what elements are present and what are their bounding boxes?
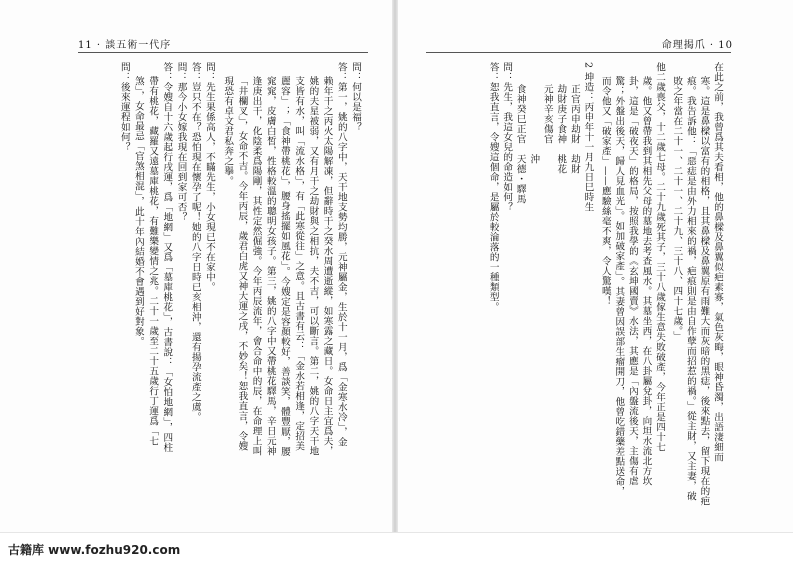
text-column: 在此之前，我曾爲其夫看相，他的鼻樑及鼻翼似疤素寡，氣色灰晦，眼神昏濁，出語淒細而 [712,62,723,462]
horoscope-pillar: 元神辛亥傷官 [541,84,553,144]
text-column: 支皆有水，叫「流水格」，有「此寒從往」之意。且古書有云：「金水若相逢，定招美 [293,76,305,452]
left-page-header: 11 · 談五術一代序 [78,40,172,51]
text-column: 問：先生果係高人，不瞞先生，小女現已不在家中。 [203,62,215,292]
text-column: 痕。我告訴他：「惡痣是由外力相來的禍，疤痕則是由自作孽而招惹的禍。」從主財，又主妻，破 [684,76,696,502]
horoscope-title: 2 坤造：丙申年十一月九日巳時生 [582,62,594,212]
text-column: 麗容」；「食神帶桃花」，腰身搖擺如風花」。今嫂定是容顏較好，善談笑，體豐厭，腰 [278,76,290,457]
text-column: 驚；外盤出後天，歸人見血光」。如加破家產」。其妻曾因誤部生瘤開刀，他曾吃錯藥差點送命， [613,76,625,497]
text-column: 問：何以是福？ [350,62,361,132]
right-text-columns [486,62,724,522]
watermark-bar [0,532,793,561]
text-column: 他二歲喪父，十二歲七母。二十九歲死其子，三十八歲傢生意失敗破產，今年正是四十七 [654,62,665,452]
horoscope-pillar: 食神癸巳正官 天德・驛馬 [514,84,526,204]
text-column: 帶有桃花，藏羅又遠墓庫桃花，有難樂變情之兆。二十一歲至二十五歲行丁運爲「七 [147,76,159,446]
text-column: 答：第一，姚的八字中，天干地支勢均勝，元神屬金，生於十一月，爲「金寒水冷」，金 [335,62,347,448]
text-column: 赖年干之丙火太陽解凍，但辭時干之癸水周遭逝縱，如寒露之藏日。女命日主宜爲夫， [321,76,333,456]
left-text-columns [92,62,362,522]
right-header-rule [426,52,731,53]
text-column: 姚的夫星被弱，又有月干之劫財與之相抗，夫不吉，可以斷言。第二，姚的八字天干地 [307,76,319,456]
text-column: 寒。這是鼻樑以富有的相格，且其鼻樑及鼻翼原有雨難大而灰暗的黑痣，後來點去，留下現在的疤 [698,76,710,506]
text-column: 現恐有卓文君私奔之擧。 [222,76,234,186]
text-column: 而令他又「破家產」——應驗絲毫不爽，令人驚嘆！ [599,76,611,306]
text-column: 窕窕，皮膚白皙，性格較溫的聰明女孩子。第三，姚的八字中又帶桃花驛馬，辛日元神 [264,76,276,456]
site-watermark[interactable]: 古籍库 www.fozhu920.com [8,543,181,557]
left-page [0,0,392,532]
text-column: 問：後來運程如何？ [118,62,130,152]
text-column: 敗之年當在二十一、二十一、二十九、三十八、四十七歲。」 [671,76,683,342]
text-column: 逢庚出干，化陰柔爲陽剛，其性定然倔強。今年丙辰流年，會合命中的辰，在命理上叫 [250,76,262,456]
text-column: 歲。他又曾帶我到其相先父母的墓地去考查風水。其墓坐西，在八卦屬兌卦，向坦水流北方坎 [640,76,652,486]
text-column: 煞」，女命最忌「官煞相混」，此十年內結婚不會遇到好對象。 [132,76,144,347]
right-page [398,0,793,532]
text-column: 問：那今小女嫁我現在回到家可否？ [175,62,187,222]
horoscope-clash-note: 沖 [528,84,540,164]
horoscope-pillar: 正官丙申劫財 劫財 [568,84,580,174]
right-page-header: 命理揭爪 · 10 [661,40,733,51]
text-column: 答：豈只不在？恐怕現在懷孕了呢！她的八字日時已亥相沖，還有揚孕流產之虞。 [189,62,201,422]
left-header-rule [78,52,368,53]
text-column: 答：恕我直言，令嫂這個命，是屬於較淪落的一種類型。 [487,62,499,312]
text-column: 答：令嫂自十六歲起行戌運，爲「地網」又爲「墓庫桃花」，古書說：「女怕地網」，四柱 [161,62,173,453]
horoscope-pillar: 劫財庚子食神 桃花 [555,84,567,174]
text-column: 卦，這是「破夜天」的格局，按照我學的《玄坤國賣》水法，其應是「內盤流後天，主傷有虐 [626,76,638,486]
text-column: 「井欄叉」，女命不吉。今年丙辰，歲君白虎又神大運之戌，不妙矣！恕我直言，令嫂 [236,76,248,452]
text-column: 問：先生，我這女兒的命造如何？ [501,62,513,212]
